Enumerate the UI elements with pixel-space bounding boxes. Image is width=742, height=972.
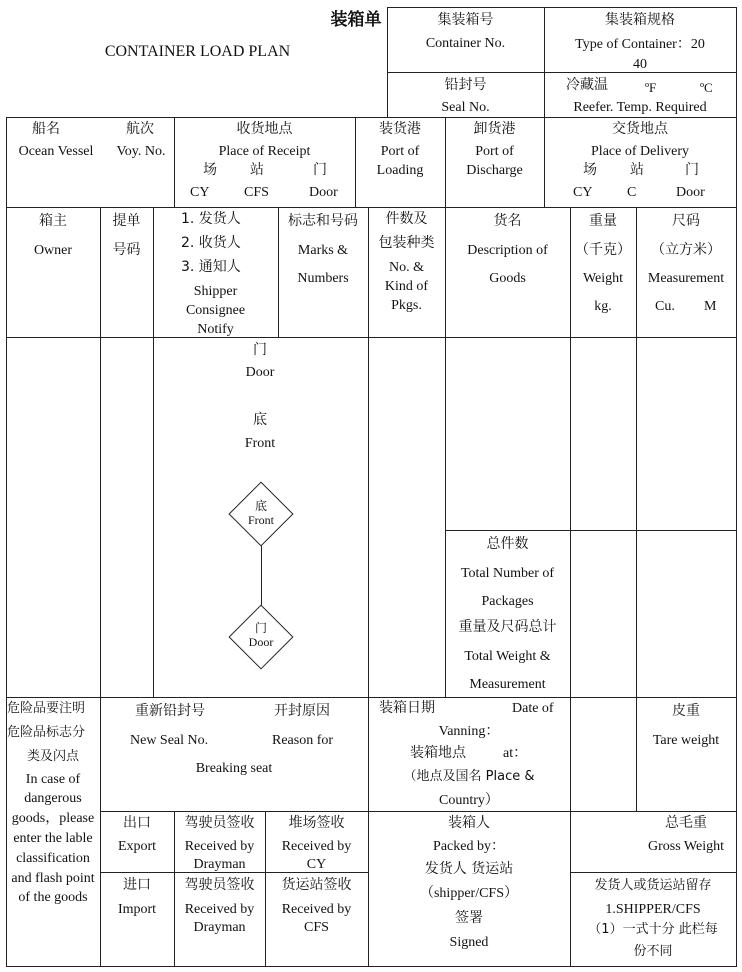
receipt-cy: CY: [190, 185, 210, 200]
front-label-cn: 底: [253, 412, 267, 428]
danger-note-en7: of the goods: [18, 890, 88, 905]
danger-note-cn3: 类及闪点: [26, 749, 79, 764]
pkgs-label-en2: Kind of: [384, 279, 429, 294]
goods-label-en1: Description of: [467, 243, 548, 258]
danger-note-en2: dangerous: [24, 791, 82, 806]
retain-note-cn2: 份不同: [633, 944, 673, 959]
packer-label-cn: 装箱人: [448, 815, 490, 831]
drayman2-sign-en2: Drayman: [193, 920, 246, 935]
weight-label-cn2: （千克）: [575, 242, 631, 258]
weight-label-cn1: 重量: [589, 213, 617, 229]
pkgs-label-en3: Pkgs.: [391, 298, 422, 313]
cfs-sign-en2: CFS: [304, 920, 329, 935]
reseal-label-en: New Seal No.: [130, 733, 209, 748]
delivery-cfs-cn: 站: [630, 162, 644, 178]
container-type-40: 40: [633, 57, 647, 72]
cy-sign-en1: Received by: [281, 839, 352, 854]
signed-label-en: Signed: [449, 935, 489, 950]
delivery-door-cn: 门: [685, 162, 699, 178]
owner-label-cn: 箱主: [39, 213, 67, 229]
tare-label-cn: 皮重: [672, 703, 700, 719]
vanning-date-cn: 装箱日期: [379, 700, 435, 716]
delivery-cy-cn: 场: [583, 162, 597, 178]
door-diamond-cn: 门: [254, 621, 267, 635]
voyage-label-en: Voy. No.: [116, 144, 166, 159]
vanning-place-cn2: （地点及国名 Place &: [403, 769, 535, 784]
bl-label-cn2: 号码: [112, 242, 141, 258]
container-no-label-cn: 集装箱号: [437, 12, 494, 28]
marks-label-en2: Numbers: [297, 271, 349, 286]
party-consignee-cn: 2. 收货人: [181, 235, 241, 251]
party-notify-en: Notify: [197, 322, 234, 337]
party-consignee-en: Consignee: [185, 303, 246, 318]
meas-label-en1: Measurement: [647, 271, 725, 286]
pkgs-label-cn2: 包装种类: [378, 235, 435, 251]
receipt-cy-cn: 场: [203, 162, 217, 178]
total-packages-cn: 总件数: [486, 536, 529, 552]
reason-label-cn: 开封原因: [274, 703, 330, 719]
meas-label-en3: M: [704, 299, 717, 314]
door-label-en: Door: [245, 365, 275, 380]
reason-label-en2: Breaking seat: [195, 761, 273, 776]
packer-options-cn: 发货人 货运站: [424, 861, 514, 877]
import-label-cn: 进口: [123, 877, 151, 893]
receipt-cfs-cn: 站: [250, 162, 264, 178]
danger-note-en6: and flash point: [11, 871, 95, 886]
vessel-label-cn: 船名: [32, 121, 60, 137]
cfs-sign-cn: 货运站签收: [281, 877, 352, 893]
danger-note-en1: In case of: [25, 772, 81, 787]
drayman2-sign-en1: Received by: [184, 902, 255, 917]
delivery-cy: CY: [573, 185, 593, 200]
danger-note-en5: classification: [16, 851, 90, 866]
front-diamond-cn: 底: [254, 499, 267, 513]
retain-note-cn: （1）一式十分 此栏每: [588, 922, 718, 937]
pol-label-cn: 装货港: [379, 121, 421, 137]
export-label-en: Export: [117, 839, 157, 854]
marks-label-en1: Marks &: [297, 243, 349, 258]
meas-label-cn2: （立方米）: [651, 242, 721, 258]
front-label-en: Front: [244, 436, 276, 451]
voyage-label-cn: 航次: [126, 121, 154, 137]
cy-sign-en2: CY: [306, 857, 327, 872]
drayman-sign-en2: Drayman: [193, 857, 246, 872]
door-diamond-en: Door: [248, 635, 274, 649]
goods-label-cn: 货名: [493, 213, 522, 229]
container-type-label-en: Type of Container：20: [575, 37, 705, 52]
weight-label-en1: Weight: [582, 271, 624, 286]
danger-note-cn2: 危险品标志分: [7, 725, 86, 740]
party-shipper-en: Shipper: [193, 284, 238, 299]
cfs-sign-en1: Received by: [281, 902, 352, 917]
receipt-door-cn: 门: [313, 162, 327, 178]
receipt-door: Door: [309, 185, 338, 200]
meas-label-en2: Cu.: [655, 299, 675, 314]
retain-label-en: 1.SHIPPER/CFS: [605, 902, 701, 917]
pkgs-label-en1: No. &: [389, 260, 424, 275]
drayman2-sign-cn: 驾驶员签收: [184, 877, 255, 893]
meas-label-cn1: 尺码: [672, 213, 700, 229]
pol-label-en2: Loading: [376, 163, 424, 178]
pkgs-label-cn1: 件数及: [385, 211, 428, 227]
pol-label-en1: Port of: [380, 144, 420, 159]
party-notify-cn: 3. 通知人: [181, 259, 241, 275]
marks-label-cn: 标志和号码: [288, 213, 358, 229]
delivery-label-cn: 交货地点: [612, 121, 668, 137]
delivery-c: C: [627, 185, 637, 200]
vanning-place-cn: 装箱地点: [410, 745, 466, 761]
delivery-door: Door: [676, 185, 705, 200]
packer-options-en: （shipper/CFS）: [419, 886, 518, 901]
container-no-label-en: Container No.: [425, 36, 506, 51]
total-packages-en1: Total Number of: [460, 566, 555, 581]
title-cn: 装箱单: [330, 10, 382, 30]
pod-label-en1: Port of: [475, 144, 514, 159]
reefer-f-unit: ºF: [645, 80, 657, 95]
total-wm-cn: 重量及尺码总计: [458, 619, 557, 635]
drayman-sign-cn: 驾驶员签收: [184, 815, 255, 831]
tare-label-en: Tare weight: [652, 733, 720, 748]
receipt-label-cn: 收货地点: [236, 121, 293, 137]
vanning-place-en2: Country）: [439, 793, 499, 808]
reefer-label-cn: 冷藏温: [566, 77, 608, 93]
gross-weight-cn: 总毛重: [665, 815, 707, 831]
pod-label-en2: Discharge: [466, 163, 523, 178]
vanning-date-en1: Date of: [512, 701, 554, 716]
container-connector-line: [261, 542, 262, 608]
reseal-label-cn: 重新铅封号: [135, 703, 205, 719]
retain-label-cn: 发货人或货运站留存: [594, 878, 712, 893]
total-wm-en1: Total Weight &: [464, 649, 551, 664]
cy-sign-cn: 堆场签收: [288, 815, 345, 831]
owner-label-en: Owner: [33, 243, 73, 258]
danger-note-en3: goods，please: [11, 811, 95, 826]
receipt-cfs: CFS: [244, 185, 269, 200]
vanning-place-en: at：: [503, 746, 528, 761]
delivery-label-en: Place of Delivery: [591, 144, 689, 159]
gross-weight-en: Gross Weight: [647, 839, 724, 854]
reefer-c-unit: ºC: [700, 80, 713, 95]
reason-label-en1: Reason for: [272, 733, 334, 748]
danger-note-en4: enter the lable: [13, 831, 93, 846]
export-label-cn: 出口: [123, 815, 151, 831]
vessel-label-en: Ocean Vessel: [18, 144, 94, 159]
bl-label-cn1: 提单: [112, 213, 141, 229]
vanning-date-en2: Vanning：: [438, 724, 500, 739]
party-shipper-cn: 1. 发货人: [181, 211, 241, 227]
door-label-cn: 门: [253, 342, 267, 358]
seal-no-label-en: Seal No.: [441, 100, 490, 115]
front-diamond-en: Front: [247, 513, 274, 527]
goods-label-en2: Goods: [489, 271, 526, 286]
drayman-sign-en1: Received by: [184, 839, 255, 854]
total-wm-en2: Measurement: [469, 677, 546, 692]
receipt-label-en: Place of Receipt: [218, 144, 311, 159]
total-packages-en2: Packages: [481, 594, 534, 609]
danger-note-cn1: 危险品要注明: [7, 701, 86, 716]
title-en: CONTAINER LOAD PLAN: [104, 43, 291, 60]
pod-label-cn: 卸货港: [473, 121, 516, 137]
container-type-label-cn: 集装箱规格: [605, 12, 675, 28]
weight-label-en2: kg.: [594, 299, 612, 314]
packer-label-en: Packed by：: [433, 839, 505, 854]
import-label-en: Import: [117, 902, 157, 917]
reefer-label-en: Reefer. Temp. Required: [573, 100, 707, 115]
signed-label-cn: 签署: [455, 910, 483, 926]
seal-no-label-cn: 铅封号: [444, 77, 487, 93]
